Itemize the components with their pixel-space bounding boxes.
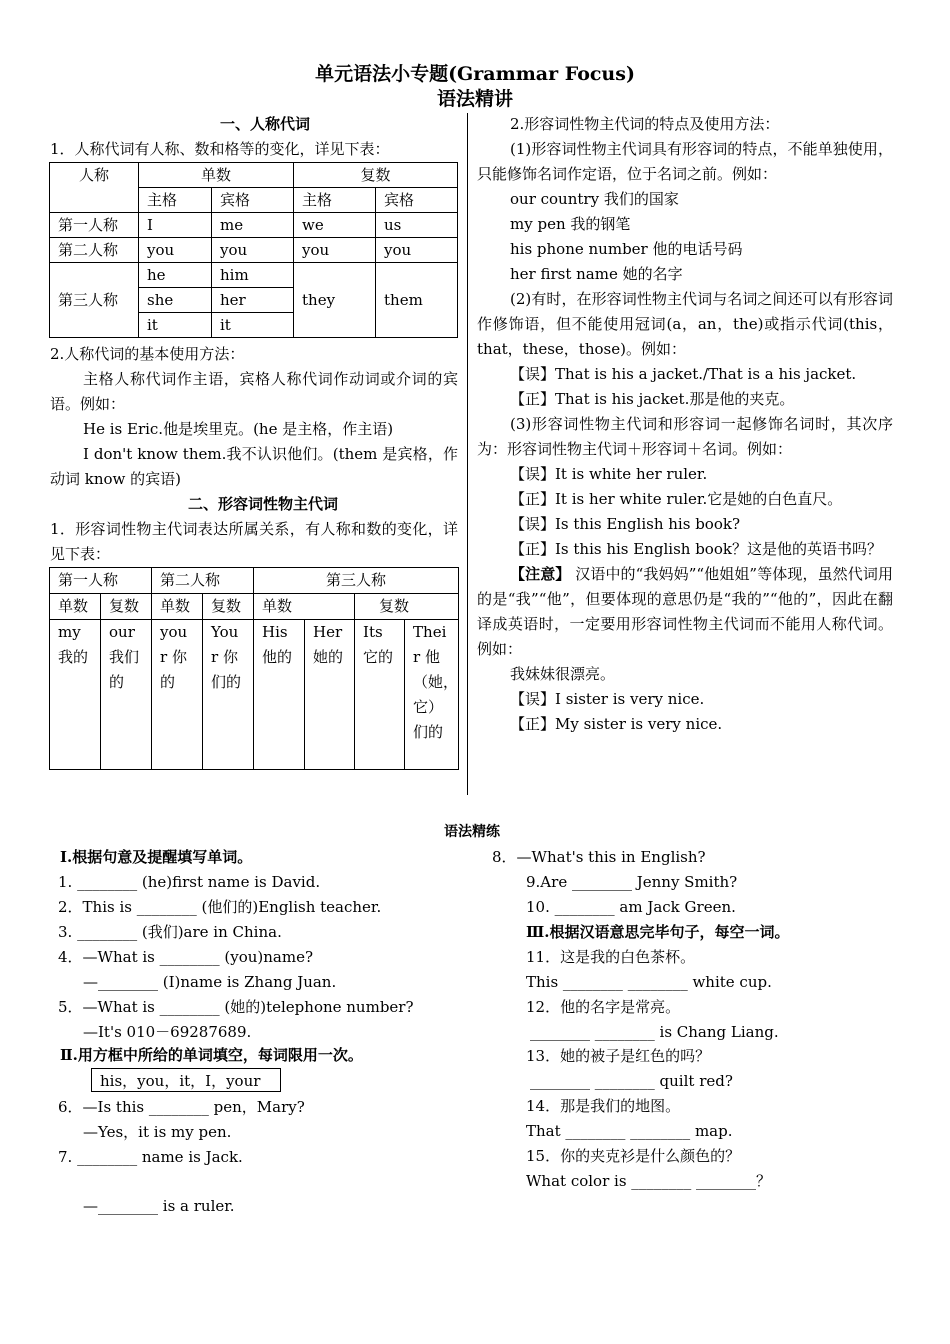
- table-header: 单数: [50, 594, 101, 620]
- table-cell: it: [212, 313, 294, 338]
- paragraph: (2)有时，在形容词性物主代词与名词之间还可以有形容词作修饰语，但不能使用冠词(a，an，the)或指示代词(this，that，these，those)。例如：: [477, 290, 893, 358]
- example-phrase: my pen 我的钢笔: [510, 215, 631, 233]
- table-header: 单数: [152, 594, 203, 620]
- wrong-example: 【误】I sister is very nice.: [510, 690, 705, 708]
- note-tag: 【注意】: [510, 565, 571, 583]
- table-header: 第一人称: [50, 568, 152, 594]
- question: —________ (I)name is Zhang Juan.: [83, 973, 337, 991]
- practice-title: 语法精练: [444, 824, 500, 840]
- question: 13．她的被子是红色的吗？: [526, 1047, 711, 1065]
- question: 5．—What is ________ (她的)telephone number?: [58, 998, 414, 1016]
- correct-example: 【正】Is this his English book？这是他的英语书吗？: [510, 540, 882, 558]
- question: 2．This is ________ (他们的)English teacher.: [58, 898, 382, 916]
- table-cell: 第三人称: [50, 263, 139, 338]
- paragraph: 1．人称代词有人称、数和格等的变化，详见下表：: [50, 140, 390, 158]
- question: 3. ________ (我们)are in China.: [58, 923, 282, 941]
- table-header: 人称: [50, 163, 139, 213]
- table-header: 复数: [355, 594, 459, 620]
- example-phrase: his phone number 他的电话号码: [510, 240, 743, 258]
- table-cell: 第一人称: [50, 213, 139, 238]
- table-header: 第二人称: [152, 568, 254, 594]
- example-sentence: He is Eric.他是埃里克。(he 是主格，作主语): [83, 420, 394, 438]
- table-cell: we: [294, 213, 376, 238]
- note-text: 汉语中的“我妈妈”“他姐姐”等体现，虽然代词用的是“我”“他”，但要体现的意思仍是“我的”“他的”，因此在翻译成英语时，一定要用形容词性物主代词而不能用人称代词。例如：: [477, 565, 893, 658]
- table-cell: it: [139, 313, 212, 338]
- paragraph-heading: 2.人称代词的基本使用方法：: [50, 345, 245, 363]
- question: 8．—What's this in English?: [492, 848, 706, 866]
- table-header: 第三人称: [254, 568, 459, 594]
- table-cell: he: [139, 263, 212, 288]
- question: 7. ________ name is Jack.: [58, 1148, 243, 1166]
- table-cell: you: [139, 238, 212, 263]
- example-sentence: 我妹妹很漂亮。: [510, 665, 616, 683]
- table-cell: your 你的: [152, 620, 203, 770]
- question: 6．—Is this ________ pen，Mary?: [58, 1098, 305, 1116]
- note-paragraph: [477, 562, 893, 662]
- table-cell: you: [212, 238, 294, 263]
- table-header: 主格: [139, 188, 212, 213]
- table-cell: Its 它的: [355, 620, 405, 770]
- question: 11．这是我的白色茶杯。: [526, 948, 696, 966]
- page-title: 单元语法小专题(Grammar Focus): [315, 63, 635, 85]
- table-header: 复数: [101, 594, 152, 620]
- table-cell: us: [376, 213, 458, 238]
- section-heading-personal-pronouns: 一、人称代词: [220, 115, 311, 133]
- column-divider: [467, 113, 468, 795]
- example-sentence: I don't know them.我不认识他们。(them 是宾格，作动词 know 的宾语): [50, 445, 458, 488]
- table-cell: our 我们的: [101, 620, 152, 770]
- question: That ________ ________ map.: [526, 1122, 733, 1140]
- question: This ________ ________ white cup.: [526, 973, 772, 991]
- table-cell: you: [294, 238, 376, 263]
- example-phrase: her first name 她的名字: [510, 265, 683, 283]
- possessive-table: [49, 567, 459, 770]
- section-heading: Ⅱ.用方框中所给的单词填空，每词限用一次。: [60, 1046, 363, 1064]
- question: 4．—What is ________ (you)name?: [58, 948, 314, 966]
- question: 14．那是我们的地图。: [526, 1097, 681, 1115]
- table-cell: she: [139, 288, 212, 313]
- table-cell: Her 她的: [305, 620, 355, 770]
- table-header: 复数: [294, 163, 458, 188]
- personal-pronoun-table: [49, 162, 458, 338]
- table-cell: my 我的: [50, 620, 101, 770]
- section-heading-possessive: 二、形容词性物主代词: [188, 495, 339, 513]
- table-cell: me: [212, 213, 294, 238]
- table-cell: they: [294, 263, 376, 338]
- paragraph: (3)形容词性物主代词和形容词一起修饰名词时，其次序为：形容词性物主代词＋形容词＋名词。例如：: [477, 415, 893, 458]
- table-cell: you: [376, 238, 458, 263]
- correct-example: 【正】My sister is very nice.: [510, 715, 723, 733]
- table-cell: Their 他（她，它）们的: [405, 620, 459, 770]
- question: 1. ________ (he)first name is David.: [58, 873, 321, 891]
- section-heading: Ⅲ.根据汉语意思完毕句子，每空一词。: [526, 923, 790, 941]
- paragraph: (1)形容词性物主代词具有形容词的特点，不能单独使用，只能修饰名词作定语，位于名词之前。例如：: [477, 140, 893, 183]
- table-cell: him: [212, 263, 294, 288]
- wrong-example: 【误】Is this English his book?: [510, 515, 740, 533]
- table-cell: I: [139, 213, 212, 238]
- correct-example: 【正】It is her white ruler.它是她的白色直尺。: [510, 490, 843, 508]
- question: 10. ________ am Jack Green.: [526, 898, 736, 916]
- question: ________ ________ is Chang Liang.: [530, 1023, 779, 1041]
- table-header: 主格: [294, 188, 376, 213]
- question: —It's 010－69287689.: [83, 1023, 252, 1041]
- table-cell: His 他的: [254, 620, 305, 770]
- table-header: 宾格: [376, 188, 458, 213]
- table-cell: 第二人称: [50, 238, 139, 263]
- section-heading: Ⅰ.根据句意及提醒填写单词。: [60, 848, 253, 866]
- wrong-example: 【误】That is his a jacket./That is a his jacket.: [510, 365, 857, 383]
- paragraph: 1．形容词性物主代词表达所属关系，有人称和数的变化，详见下表：: [50, 520, 458, 563]
- wrong-example: 【误】It is white her ruler.: [510, 465, 708, 483]
- question: 9.Are ________ Jenny Smith?: [526, 873, 738, 891]
- table-header: 单数: [254, 594, 355, 620]
- question: 15．你的夹克衫是什么颜色的？: [526, 1147, 741, 1165]
- paragraph: 主格人称代词作主语，宾格人称代词作动词或介词的宾语。例如：: [50, 370, 458, 413]
- question: What color is ________ ________？: [526, 1172, 772, 1190]
- table-header: 复数: [203, 594, 254, 620]
- question: 12．他的名字是常亮。: [526, 998, 681, 1016]
- table-cell: them: [376, 263, 458, 338]
- table-header: 宾格: [212, 188, 294, 213]
- question: ________ ________ quilt red?: [530, 1072, 733, 1090]
- question: —________ is a ruler.: [83, 1197, 235, 1215]
- table-header: 单数: [139, 163, 294, 188]
- paragraph-heading: 2.形容词性物主代词的特点及使用方法：: [510, 115, 780, 133]
- example-phrase: our country 我们的国家: [510, 190, 679, 208]
- table-cell: Your 你们的: [203, 620, 254, 770]
- word-box: his，you，it，I，your: [91, 1068, 281, 1092]
- question: —Yes，it is my pen.: [83, 1123, 232, 1141]
- table-cell: her: [212, 288, 294, 313]
- page-subtitle: 语法精讲: [436, 88, 513, 110]
- correct-example: 【正】That is his jacket.那是他的夹克。: [510, 390, 795, 408]
